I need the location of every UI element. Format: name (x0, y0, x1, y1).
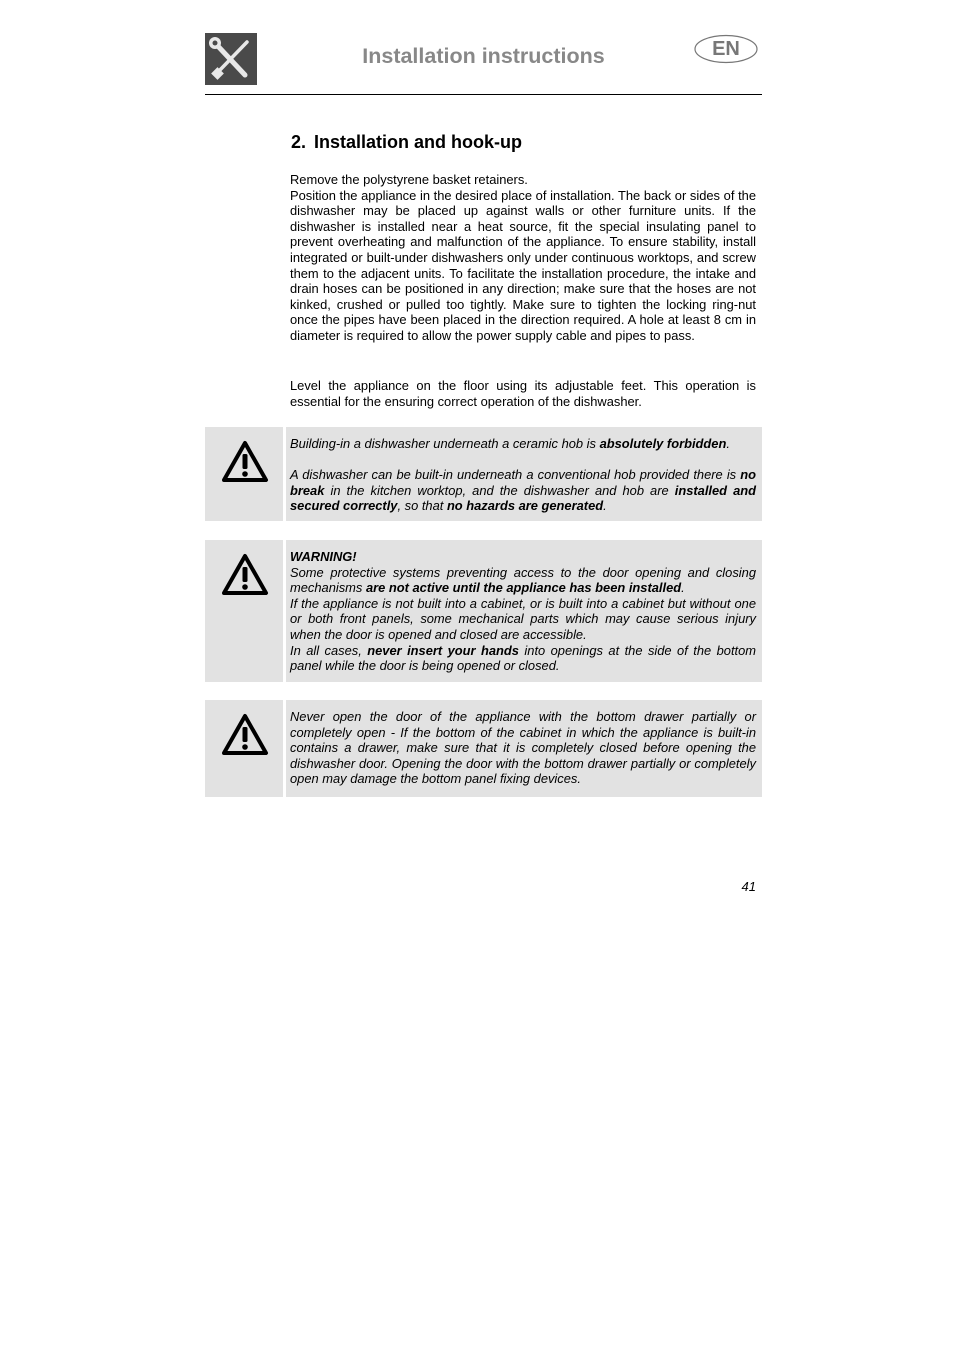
intro-paragraph: Position the appliance in the desired place of installation. The back or sides of the dishwasher may be placed up against walls or other furniture units. If the dishwasher is installed near a heat source, fit the special insulating panel to prevent overheating and malfunction of the appliance. To ensure stability, install integrated or built-under dishwashers only under continuous worktops, and screw them to the adjacent units. To facilitate the installation procedure, the intake and drain hoses can be positioned in any direction; make sure that the hoses are not kinked, crushed or pulled too tightly. Make sure to tighten the locking ring-nut once the pipes have been placed in the direction required. A hole at least 8 cm in diameter is required to allow the power supply cable and pipes to pass. (290, 187, 756, 343)
warning-text-span: Some protective systems preventing access to the door opening and closing mechanisms (290, 564, 756, 596)
warning-triangle-icon (220, 712, 270, 758)
warning-emphasis: no break (290, 467, 756, 498)
warning-text-cell (286, 540, 762, 682)
warning-text-cell (286, 427, 762, 521)
page-header (205, 32, 762, 95)
warning-text-span: into openings at the side of the bottom panel while the door is being opened or closed. (290, 642, 757, 674)
warning-text-span: A dishwasher can be built-in underneath a conventional hob provided there is (290, 467, 741, 483)
warning-text (290, 549, 756, 674)
warning-text-span: , so that (397, 498, 447, 514)
header-title: Installation instructions (362, 44, 605, 68)
warning-emphasis: are not active until the appliance has been installed (365, 580, 682, 596)
warning-text (290, 436, 756, 514)
warning-box-drawer (205, 700, 762, 797)
leveling-paragraph: Level the appliance on the floor using its adjustable feet. This operation is essential for the ensuring correct operation of the dishwasher. (290, 378, 756, 409)
language-badge (694, 34, 758, 64)
warning-emphasis: no hazards are generated (446, 498, 604, 514)
section-title (291, 132, 530, 153)
warning-emphasis: never insert your hands (367, 642, 519, 658)
warning-text-span: in the kitchen worktop, and the dishwasher and hob are (324, 482, 675, 498)
warning-text (290, 709, 756, 787)
warning-box-protective-systems (205, 540, 762, 682)
warning-text-span: . (681, 580, 685, 596)
warning-box-hob (205, 427, 762, 521)
warning-triangle-icon (220, 439, 270, 485)
warning-icon-cell (205, 540, 283, 682)
intro-line: Remove the polystyrene basket retainers. (290, 172, 528, 187)
warning-text-span: In all cases, (290, 642, 368, 658)
leveling-text (290, 378, 756, 409)
warning-heading: WARNING! (290, 549, 357, 564)
warning-text-paragraph: If the appliance is not built into a cabinet, or is built into a cabinet but without one or both front panels, some mechanical parts which may cause serious injury when the door is opened and closed are accessible. (290, 595, 756, 642)
warning-triangle-icon (220, 552, 270, 598)
section-number: 2. (291, 132, 307, 152)
warning-icon-cell (205, 700, 283, 797)
intro-text (290, 172, 756, 344)
warning-icon-cell (205, 427, 283, 521)
warning-text-span: Building-in a dishwasher underneath a ceramic hob is (290, 436, 600, 451)
warning-emphasis: installed and secured correctly (290, 482, 756, 514)
warning-text-span: . (603, 498, 607, 514)
warning-text-span: . (726, 436, 730, 451)
page-number: 41 (741, 879, 756, 894)
language-code: EN (712, 38, 740, 60)
warning-text-cell (286, 700, 762, 797)
section-title-text: Installation and hook-up (314, 132, 523, 152)
warning-text-paragraph: Never open the door of the appliance with the bottom drawer partially or completely open - If the bottom of the cabinet in which the appliance is built-in contains a drawer, make sure that it is completely closed before opening the dishwasher door. Opening the door with the bottom drawer partially or completely open may damage the bottom panel fixing devices. (290, 709, 756, 787)
warning-emphasis: absolutely forbidden (599, 436, 727, 451)
